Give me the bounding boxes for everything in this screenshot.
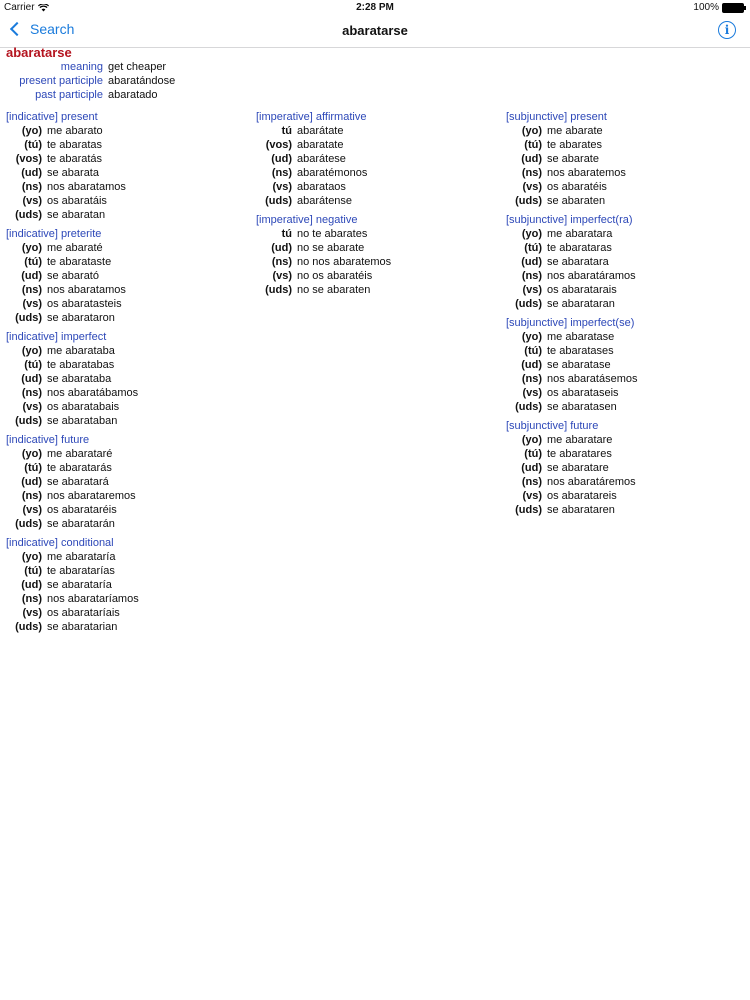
verb-form: no te abarates xyxy=(297,228,368,240)
tense-section xyxy=(256,213,496,297)
verb-form: me abarate xyxy=(547,125,603,137)
conjugation-row xyxy=(506,475,746,489)
conjugation-row xyxy=(506,330,746,344)
battery-icon xyxy=(722,3,744,13)
verb-form: me abaratare xyxy=(547,434,613,446)
tense-section xyxy=(6,536,246,634)
back-button-label: Search xyxy=(30,21,75,37)
conjugation-row xyxy=(256,227,496,241)
pronoun: (ud) xyxy=(21,476,42,488)
verb-form: os abaratéis xyxy=(547,181,607,193)
conjugation-row xyxy=(506,194,746,208)
verb-form: me abaratase xyxy=(547,331,615,343)
conjugation-row xyxy=(6,578,246,592)
conjugation-row xyxy=(506,386,746,400)
verb-form: os abaratarais xyxy=(547,284,617,296)
verb-form: se abaratase xyxy=(547,359,611,371)
conjugation-row xyxy=(506,227,746,241)
verb-form: te abaratás xyxy=(47,153,103,165)
pronoun: (ns) xyxy=(21,387,42,399)
pronoun: (ns) xyxy=(521,373,542,385)
tense-section xyxy=(506,316,746,414)
verb-form: se abaratarán xyxy=(47,518,115,530)
conjugation-row xyxy=(6,475,246,489)
pronoun: (yo) xyxy=(21,125,42,137)
verb-form: se abaratan xyxy=(47,209,106,221)
pronoun: (ns) xyxy=(21,593,42,605)
verb-form: abaratémonos xyxy=(297,167,368,179)
battery-level xyxy=(723,4,743,12)
pronoun: (ns) xyxy=(521,476,542,488)
pronoun: (yo) xyxy=(521,434,542,446)
tense-section xyxy=(6,110,246,222)
conjugation-row xyxy=(506,489,746,503)
pronoun: (uds) xyxy=(515,195,542,207)
conjugation-row xyxy=(6,550,246,564)
verb-form: me abarataría xyxy=(47,551,116,563)
status-right xyxy=(693,2,744,13)
word-info xyxy=(6,60,746,102)
column-3 xyxy=(506,110,746,522)
conjugation-row xyxy=(506,124,746,138)
pronoun: (vs) xyxy=(22,298,42,310)
pronoun: (tú) xyxy=(24,256,42,268)
pronoun: (vos) xyxy=(15,153,42,165)
conjugation-row xyxy=(506,372,746,386)
pronoun: (ud) xyxy=(271,242,292,254)
pronoun: (ud) xyxy=(521,359,542,371)
pronoun: (uds) xyxy=(515,298,542,310)
column-1 xyxy=(6,110,246,639)
verb-form: se abarata xyxy=(47,167,99,179)
verb-form: se abarate xyxy=(547,153,599,165)
conjugation-row xyxy=(506,297,746,311)
pronoun: (vos) xyxy=(265,139,292,151)
conjugation-row xyxy=(506,433,746,447)
verb-form: nos abaratábamos xyxy=(47,387,139,399)
pronoun: (vs) xyxy=(522,284,542,296)
conjugation-row xyxy=(506,400,746,414)
pronoun: (ud) xyxy=(21,579,42,591)
carrier-label: Carrier xyxy=(4,2,35,13)
verb-form: os abarataríais xyxy=(47,607,120,619)
verb-form: se abarataría xyxy=(47,579,112,591)
conjugation-row xyxy=(506,180,746,194)
pronoun: (vs) xyxy=(522,490,542,502)
tense-section xyxy=(506,110,746,208)
info-key: meaning xyxy=(60,61,103,73)
tense-section xyxy=(6,330,246,428)
pronoun: (vs) xyxy=(22,401,42,413)
conjugation-row xyxy=(256,241,496,255)
pronoun: (uds) xyxy=(265,195,292,207)
verb-form: se abaratará xyxy=(47,476,109,488)
verb-form: se abaratare xyxy=(547,462,609,474)
pronoun: (yo) xyxy=(521,331,542,343)
pronoun: (yo) xyxy=(21,242,42,254)
pronoun: (tú) xyxy=(24,359,42,371)
status-time: 2:28 PM xyxy=(356,2,394,13)
pronoun: (tú) xyxy=(524,448,542,460)
conjugation-row xyxy=(256,138,496,152)
pronoun: (tú) xyxy=(24,565,42,577)
conjugation-row xyxy=(256,194,496,208)
conjugation-row xyxy=(256,269,496,283)
conjugation-row xyxy=(506,447,746,461)
verb-form: abarátense xyxy=(297,195,353,207)
conjugation-row xyxy=(6,166,246,180)
pronoun: (uds) xyxy=(265,284,292,296)
conjugation-row xyxy=(6,564,246,578)
verb-form: nos abaratamos xyxy=(47,284,126,296)
pronoun: (uds) xyxy=(515,504,542,516)
conjugation-row xyxy=(6,503,246,517)
verb-form: abarátate xyxy=(297,125,344,137)
info-value: abaratándose xyxy=(108,75,176,87)
conjugation-row xyxy=(6,447,246,461)
verb-form: os abarataréis xyxy=(47,504,117,516)
conjugation-row xyxy=(6,255,246,269)
verb-form: no se abarate xyxy=(297,242,365,254)
verb-form: nos abarataremos xyxy=(47,490,136,502)
verb-form: os abarataseis xyxy=(547,387,619,399)
verb-form: nos abaratamos xyxy=(47,181,126,193)
conjugation-row xyxy=(256,283,496,297)
conjugation-row xyxy=(6,461,246,475)
verb-form: nos abaratáramos xyxy=(547,270,636,282)
verb-form: os abaratasteis xyxy=(47,298,122,310)
verb-form: me abarataba xyxy=(47,345,115,357)
battery-percent: 100% xyxy=(693,2,719,13)
tense-title: [indicative] imperfect xyxy=(6,331,107,343)
verb-form: os abaratareis xyxy=(547,490,617,502)
tense-section xyxy=(6,433,246,531)
tense-title: [indicative] conditional xyxy=(6,537,114,549)
conjugation-row xyxy=(6,414,246,428)
info-key: present participle xyxy=(19,75,103,87)
pronoun: (ns) xyxy=(21,284,42,296)
pronoun: (ud) xyxy=(271,153,292,165)
pronoun: (ud) xyxy=(521,462,542,474)
conjugation-row xyxy=(6,138,246,152)
pronoun: tú xyxy=(281,125,292,137)
verb-form: te abaratares xyxy=(547,448,612,460)
pronoun: (tú) xyxy=(524,139,542,151)
conjugation-row xyxy=(6,489,246,503)
conjugation-row xyxy=(6,194,246,208)
tense-section xyxy=(256,110,496,208)
conjugation-row xyxy=(6,311,246,325)
conjugation-row xyxy=(256,180,496,194)
verb-form: se abarataba xyxy=(47,373,112,385)
verb-form: se abaraten xyxy=(547,195,606,207)
pronoun: (vs) xyxy=(22,195,42,207)
conjugation-row xyxy=(506,152,746,166)
verb-form: nos abaratásemos xyxy=(547,373,638,385)
verb-form: se abarató xyxy=(47,270,99,282)
verb-form: se abaratarian xyxy=(47,621,118,633)
pronoun: (ns) xyxy=(521,270,542,282)
conjugation-row xyxy=(6,620,246,634)
conjugation-row xyxy=(506,283,746,297)
conjugation-row xyxy=(6,152,246,166)
tense-title: [subjunctive] present xyxy=(506,111,607,123)
pronoun: (yo) xyxy=(21,551,42,563)
info-row xyxy=(6,88,746,102)
conjugation-row xyxy=(506,255,746,269)
conjugation-row xyxy=(6,372,246,386)
pronoun: (uds) xyxy=(15,415,42,427)
pronoun: (yo) xyxy=(21,448,42,460)
pronoun: (uds) xyxy=(15,621,42,633)
conjugation-row xyxy=(6,517,246,531)
pronoun: (ns) xyxy=(21,490,42,502)
conjugation-row xyxy=(6,180,246,194)
conjugation-row xyxy=(506,344,746,358)
conjugation-row xyxy=(256,124,496,138)
verb-form: te abaratabas xyxy=(47,359,115,371)
pronoun: (yo) xyxy=(521,228,542,240)
pronoun: (uds) xyxy=(15,312,42,324)
info-value: abaratado xyxy=(108,89,158,101)
pronoun: (uds) xyxy=(15,518,42,530)
verb-form: abarataos xyxy=(297,181,346,193)
verb-form: abaratate xyxy=(297,139,344,151)
verb-form: te abarataste xyxy=(47,256,112,268)
pronoun: tú xyxy=(281,228,292,240)
pronoun: (vs) xyxy=(522,181,542,193)
verb-form: te abarates xyxy=(547,139,603,151)
pronoun: (ns) xyxy=(271,167,292,179)
tense-section xyxy=(6,227,246,325)
pronoun: (uds) xyxy=(15,209,42,221)
verb-form: te abaratas xyxy=(47,139,103,151)
pronoun: (ud) xyxy=(21,167,42,179)
pronoun: (tú) xyxy=(524,345,542,357)
verb-form: se abarataran xyxy=(547,298,615,310)
pronoun: (ns) xyxy=(521,167,542,179)
conjugation-row xyxy=(6,358,246,372)
conjugation-row xyxy=(6,297,246,311)
verb-form: os abaratáis xyxy=(47,195,107,207)
verb-form: me abaraté xyxy=(47,242,103,254)
conjugation-row xyxy=(506,241,746,255)
verb-form: te abarataras xyxy=(547,242,612,254)
pronoun: (vs) xyxy=(22,504,42,516)
conjugation-row xyxy=(6,386,246,400)
verb-form: te abaratases xyxy=(547,345,614,357)
tense-title: [subjunctive] future xyxy=(506,420,599,432)
conjugation-row xyxy=(6,241,246,255)
tense-title: [subjunctive] imperfect(se) xyxy=(506,317,635,329)
status-bar xyxy=(0,0,750,16)
pronoun: (uds) xyxy=(515,401,542,413)
pronoun: (yo) xyxy=(21,345,42,357)
conjugation-row xyxy=(6,283,246,297)
pronoun: (tú) xyxy=(24,462,42,474)
info-value: get cheaper xyxy=(108,61,167,73)
pronoun: (vs) xyxy=(22,607,42,619)
conjugation-row xyxy=(6,606,246,620)
verb-form: no se abaraten xyxy=(297,284,371,296)
conjugation-row xyxy=(6,208,246,222)
tense-title: [imperative] affirmative xyxy=(256,111,367,123)
conjugation-row xyxy=(506,461,746,475)
verb-form: abarátese xyxy=(297,153,346,165)
verb-form: me abaratara xyxy=(547,228,613,240)
verb-form: nos abaratemos xyxy=(547,167,626,179)
verb-form: se abarataban xyxy=(47,415,118,427)
verb-form: nos abarataríamos xyxy=(47,593,139,605)
info-row xyxy=(6,60,746,74)
conjugation-row xyxy=(256,255,496,269)
conjugation-content xyxy=(6,45,746,633)
info-row xyxy=(6,74,746,88)
pronoun: (ns) xyxy=(271,256,292,268)
verb-form: se abaratara xyxy=(547,256,609,268)
navigation-bar xyxy=(0,16,750,48)
conjugation-row xyxy=(6,269,246,283)
conjugation-row xyxy=(6,124,246,138)
pronoun: (ns) xyxy=(21,181,42,193)
tense-section xyxy=(506,213,746,311)
headword: abaratarse xyxy=(6,45,72,60)
pronoun: (tú) xyxy=(24,139,42,151)
verb-form: se abarataron xyxy=(47,312,115,324)
conjugation-row xyxy=(6,344,246,358)
pronoun: (vs) xyxy=(272,181,292,193)
verb-form: nos abaratáremos xyxy=(547,476,636,488)
conjugation-row xyxy=(256,166,496,180)
pronoun: (vs) xyxy=(522,387,542,399)
verb-form: no nos abaratemos xyxy=(297,256,392,268)
tense-title: [subjunctive] imperfect(ra) xyxy=(506,214,633,226)
pronoun: (ud) xyxy=(521,256,542,268)
tense-title: [indicative] preterite xyxy=(6,228,102,240)
conjugation-row xyxy=(506,358,746,372)
conjugation-row xyxy=(6,592,246,606)
verb-form: se abaratasen xyxy=(547,401,617,413)
pronoun: (yo) xyxy=(521,125,542,137)
pronoun: (ud) xyxy=(521,153,542,165)
verb-form: te abaratarás xyxy=(47,462,112,474)
conjugation-row xyxy=(506,138,746,152)
conjugation-row xyxy=(6,400,246,414)
verb-form: me abarato xyxy=(47,125,103,137)
tense-section xyxy=(506,419,746,517)
info-key: past participle xyxy=(35,89,103,101)
conjugation-row xyxy=(506,269,746,283)
pronoun: (tú) xyxy=(524,242,542,254)
conjugation-row xyxy=(256,152,496,166)
verb-form: se abarataren xyxy=(547,504,615,516)
tense-title: [imperative] negative xyxy=(256,214,358,226)
verb-form: no os abaratéis xyxy=(297,270,373,282)
column-2 xyxy=(256,110,496,302)
verb-form: me abarataré xyxy=(47,448,113,460)
conjugation-row xyxy=(506,503,746,517)
pronoun: (vs) xyxy=(272,270,292,282)
conjugation-row xyxy=(506,166,746,180)
verb-form: os abaratabais xyxy=(47,401,120,413)
page-title: abaratarse xyxy=(342,23,408,38)
pronoun: (ud) xyxy=(21,270,42,282)
pronoun: (ud) xyxy=(21,373,42,385)
tense-title: [indicative] present xyxy=(6,111,98,123)
tense-title: [indicative] future xyxy=(6,434,90,446)
verb-form: te abaratarías xyxy=(47,565,115,577)
info-icon[interactable]: i xyxy=(718,21,736,39)
